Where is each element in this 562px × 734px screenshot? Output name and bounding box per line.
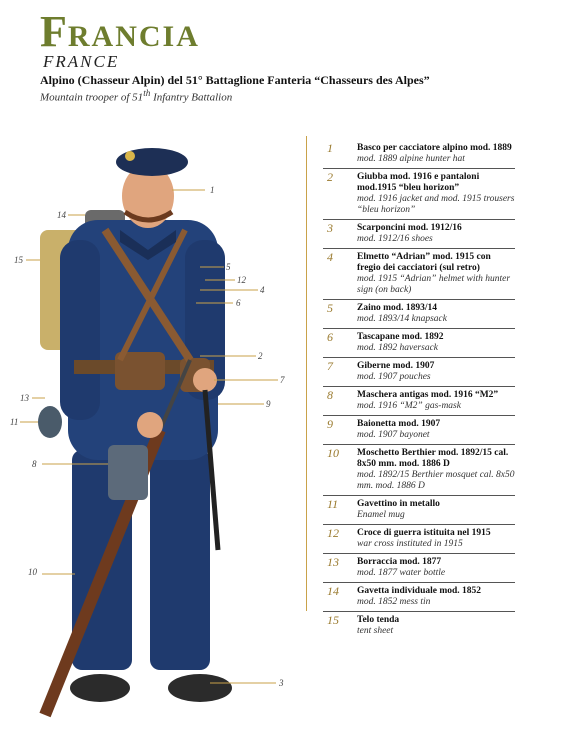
hand-shape bbox=[137, 412, 163, 438]
legend-italian: Moschetto Berthier mod. 1892/15 cal. 8x50 mm. mod. 1886 D bbox=[357, 448, 509, 469]
heading-english: Mountain trooper of 51th Infantry Battalion bbox=[40, 88, 233, 104]
legend-item bbox=[323, 220, 515, 249]
callout-1: 1 bbox=[210, 185, 215, 195]
callout-6: 6 bbox=[236, 298, 241, 308]
beret-badge-shape bbox=[125, 151, 135, 161]
right-boot-shape bbox=[168, 674, 232, 702]
legend-english: Enamel mug bbox=[357, 510, 405, 520]
legend-item bbox=[323, 583, 515, 612]
legend-italian: Borraccia mod. 1877 bbox=[357, 557, 442, 567]
legend-italian: Scarponcini mod. 1912/16 bbox=[357, 223, 462, 233]
legend-item bbox=[323, 300, 515, 329]
page-title: FRANCIA bbox=[40, 7, 200, 56]
legend-italian: Giubba mod. 1916 e pantaloni mod.1915 “bleu horizon” bbox=[357, 172, 480, 193]
gas-mask-shape bbox=[108, 445, 148, 500]
callout-4: 4 bbox=[260, 285, 265, 295]
callout-10: 10 bbox=[28, 567, 37, 577]
legend-number: 2 bbox=[327, 170, 333, 184]
legend-item bbox=[323, 358, 515, 387]
legend-number: 14 bbox=[327, 584, 339, 598]
left-arm-shape bbox=[60, 240, 100, 420]
legend-number: 6 bbox=[327, 330, 333, 344]
legend-number: 12 bbox=[327, 526, 339, 540]
legend-italian: Elmetto “Adrian” mod. 1915 con fregio dei cacciatori (sul retro) bbox=[357, 252, 491, 273]
legend-italian: Basco per cacciatore alpino mod. 1889 bbox=[357, 143, 512, 153]
legend-number: 8 bbox=[327, 388, 333, 402]
legend-number: 15 bbox=[327, 613, 339, 627]
legend-item bbox=[323, 387, 515, 416]
legend-english: mod. 1877 water bottle bbox=[357, 568, 446, 578]
legend-item bbox=[323, 554, 515, 583]
legend-number: 3 bbox=[327, 221, 333, 235]
legend-english: mod. 1907 pouches bbox=[357, 372, 431, 382]
legend-number: 7 bbox=[327, 359, 333, 373]
legend-italian: Tascapane mod. 1892 bbox=[357, 332, 444, 342]
hand-right-shape bbox=[193, 368, 217, 392]
legend-item bbox=[323, 612, 515, 640]
legend-english: mod. 1889 alpine hunter hat bbox=[357, 154, 465, 164]
legend-english: mod. 1893/14 knapsack bbox=[357, 314, 447, 324]
legend-item bbox=[323, 496, 515, 525]
legend-english: mod. 1912/16 shoes bbox=[357, 234, 433, 244]
legend-number: 4 bbox=[327, 250, 333, 264]
soldier-illustration bbox=[0, 130, 300, 730]
callout-3: 3 bbox=[279, 678, 284, 688]
legend-italian: Baionetta mod. 1907 bbox=[357, 419, 441, 429]
legend-english: mod. 1892 haversack bbox=[357, 343, 438, 353]
legend-item bbox=[323, 416, 515, 445]
left-boot-shape bbox=[70, 674, 130, 702]
callout-11: 11 bbox=[10, 417, 19, 427]
legend-italian: Gavettino in metallo bbox=[357, 499, 440, 509]
legend-english: mod. 1915 “Adrian” helmet with hunter sign (on back) bbox=[357, 274, 511, 295]
legend-number: 13 bbox=[327, 555, 339, 569]
legend-number: 10 bbox=[327, 446, 339, 460]
legend-english: tent sheet bbox=[357, 626, 394, 636]
legend-item bbox=[323, 329, 515, 358]
callout-15: 15 bbox=[14, 255, 23, 265]
legend-number: 11 bbox=[327, 497, 339, 511]
legend-english: mod. 1916 jacket and mod. 1915 trousers “bleu horizon” bbox=[357, 194, 515, 215]
legend-english: mod. 1892/15 Berthier mosquet cal. 8x50 mm. mod. 1886 D bbox=[357, 470, 515, 491]
legend-italian: Giberne mod. 1907 bbox=[357, 361, 435, 371]
callout-13: 13 bbox=[20, 393, 29, 403]
legend-english: mod. 1916 “M2” gas-mask bbox=[357, 401, 461, 411]
page-subtitle: FRANCE bbox=[43, 52, 120, 71]
heading-italian: Alpino (Chasseur Alpin) del 51° Battaglione Fanteria “Chasseurs des Alpes” bbox=[40, 73, 430, 87]
legend-italian: Gavetta individuale mod. 1852 bbox=[357, 586, 482, 596]
legend-italian: Telo tenda bbox=[357, 615, 400, 625]
callout-9: 9 bbox=[266, 399, 271, 409]
right-leg-shape bbox=[150, 450, 210, 670]
legend-italian: Maschera antigas mod. 1916 “M2” bbox=[357, 390, 499, 400]
callout-2: 2 bbox=[258, 351, 263, 361]
legend-number: 9 bbox=[327, 417, 333, 431]
legend-italian: Zaino mod. 1893/14 bbox=[357, 303, 437, 313]
legend-number: 1 bbox=[327, 141, 333, 155]
legend-item bbox=[323, 249, 515, 300]
callout-8: 8 bbox=[32, 459, 37, 469]
legend-number: 5 bbox=[327, 301, 333, 315]
legend-item bbox=[323, 140, 515, 169]
divider-line bbox=[306, 136, 307, 611]
legend-list bbox=[323, 140, 515, 640]
callout-5: 5 bbox=[226, 262, 231, 272]
legend-italian: Croce di guerra istituita nel 1915 bbox=[357, 528, 491, 538]
legend-item bbox=[323, 525, 515, 554]
mug-shape bbox=[38, 406, 62, 438]
legend-item bbox=[323, 169, 515, 220]
callout-14: 14 bbox=[57, 210, 66, 220]
callout-12: 12 bbox=[237, 275, 246, 285]
legend-english: mod. 1852 mess tin bbox=[357, 597, 431, 607]
legend-english: mod. 1907 bayonet bbox=[357, 430, 430, 440]
callout-7: 7 bbox=[280, 375, 285, 385]
legend-item bbox=[323, 445, 515, 496]
legend-english: war cross instituted in 1915 bbox=[357, 539, 463, 549]
